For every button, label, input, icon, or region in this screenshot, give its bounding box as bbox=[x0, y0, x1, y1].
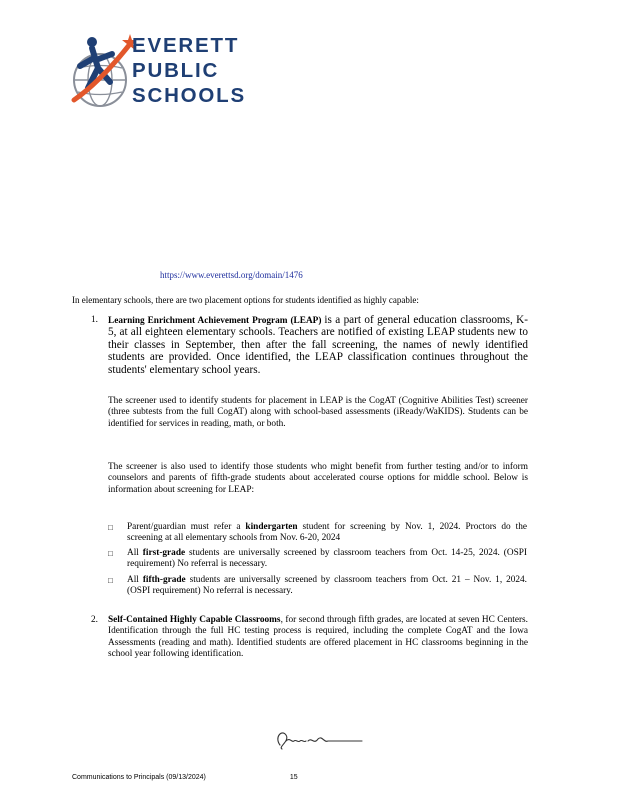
intro-paragraph: In elementary schools, there are two placement options for students identified as highly capable: bbox=[72, 295, 419, 305]
district-logo bbox=[70, 30, 260, 112]
item-2-number: 2. bbox=[91, 615, 98, 625]
bullet-icon: □ bbox=[108, 576, 113, 585]
footer-label: Communications to Principals (09/13/2024) bbox=[72, 774, 206, 781]
logo-globe-runner-icon bbox=[70, 30, 134, 112]
item-1-paragraph bbox=[108, 315, 528, 377]
bullet-first-grade: All first-grade students are universally screened by classroom teachers from Oct. 14-25, 2024. (OSPI requirement) No referral is necessary. bbox=[127, 548, 528, 570]
reference-link[interactable]: https://www.everettsd.org/domain/1476 bbox=[160, 270, 303, 280]
bullet-icon: □ bbox=[108, 523, 113, 532]
logo-line-schools: SCHOOLS bbox=[132, 84, 246, 107]
page-footer bbox=[72, 774, 320, 781]
bullet-fifth-grade: All fifth-grade students are universally screened by classroom teachers from Oct. 21 – Nov. 1, 2024. (OSPI requirement) No referral is necessary. bbox=[127, 575, 527, 597]
item-2-title: Self-Contained Highly Capable Classrooms bbox=[108, 615, 281, 625]
item-1-title: Learning Enrichment Achievement Program (LEAP) bbox=[108, 316, 322, 326]
signature-image bbox=[272, 727, 364, 753]
item-1-number: 1. bbox=[91, 315, 98, 325]
logo-line-public: PUBLIC bbox=[132, 59, 220, 82]
item-2-paragraph bbox=[108, 615, 528, 661]
bullet-kindergarten: Parent/guardian must refer a kindergarten student for screening by Nov. 1, 2024. Proctors do the screening at all elementary schools from Nov. 6-20, 2024 bbox=[127, 522, 527, 544]
item-1-text: is a part of general education classrooms, K-5, at all eighteen elementary schools. Teachers are notified of existing LEAP students new to their classes in September, then after the fall screening, the names of newly identified students are provided. Once identified, the LEAP classification continues throughout the students' elementary school years. bbox=[108, 314, 528, 376]
item-1-further-testing-paragraph: The screener is also used to identify those students who might benefit from further testing and/or to inform counselors and parents of fifth-grade students about accelerated course options for middle school. Below is information about screening for LEAP: bbox=[108, 462, 528, 495]
item-2-text: , for second through fifth grades, are located at seven HC Centers. Identification through the full HC testing process is required, including the complete CogAT and the Iowa Assessments (reading and math). Identified students are offered placement in HC classrooms beginning in the school year following identification. bbox=[108, 615, 528, 660]
logo-line-everett: EVERETT bbox=[132, 34, 240, 57]
bullet-icon: □ bbox=[108, 549, 113, 558]
page-number: 15 bbox=[289, 774, 298, 781]
item-1-screener-paragraph: The screener used to identify students for placement in LEAP is the CogAT (Cognitive Abilities Test) screener (three subtests from the full CogAT) along with school-based assessments (iReady/WaKIDS). Students can be identified for services in reading, math, or both. bbox=[108, 396, 528, 429]
